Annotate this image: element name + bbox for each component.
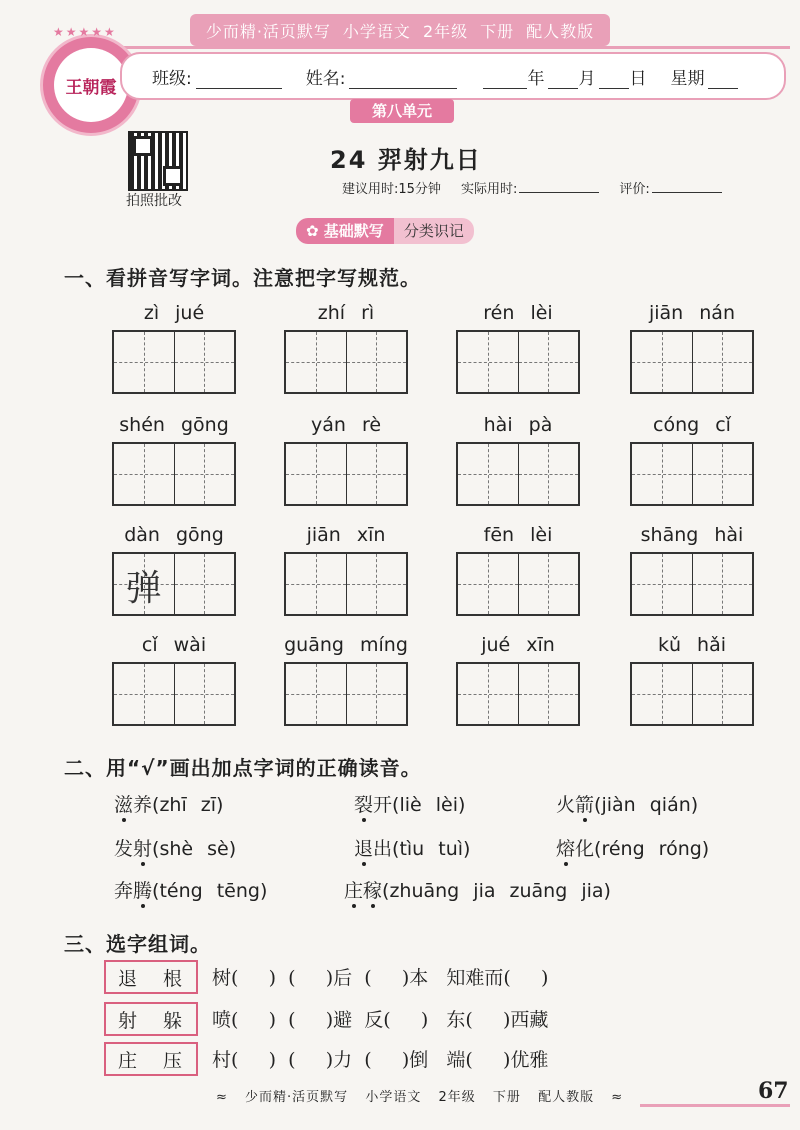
footer-accent-line xyxy=(640,1104,790,1107)
writing-grid xyxy=(456,330,580,394)
choice-char: 躲 xyxy=(162,1009,184,1032)
writing-box[interactable] xyxy=(286,664,347,724)
word-char: 裂 xyxy=(354,794,374,816)
header-divider xyxy=(110,46,790,49)
reading-item xyxy=(114,834,236,861)
word-char: 化 xyxy=(575,838,595,860)
pinyin-item xyxy=(456,414,580,506)
pinyin-item xyxy=(456,634,580,726)
writing-box[interactable] xyxy=(632,664,693,724)
pinyin-options[interactable]: (tìu tuì) xyxy=(392,838,471,860)
writing-grid xyxy=(112,330,236,394)
word-char: 庄 xyxy=(344,880,364,902)
rating-field[interactable] xyxy=(652,178,722,193)
pinyin-text: guāng míng xyxy=(284,634,408,656)
pinyin-text: fēn lèi xyxy=(483,524,553,546)
choice-char: 退 xyxy=(117,967,139,990)
char-choice-box xyxy=(104,1002,198,1036)
writing-box[interactable] xyxy=(347,554,407,614)
series-band xyxy=(190,14,610,46)
suggested-time: 建议用时:15分钟 xyxy=(342,182,441,197)
writing-box[interactable] xyxy=(693,444,753,504)
writing-grid xyxy=(284,552,408,616)
pinyin-text: shāng hài xyxy=(640,524,744,546)
writing-box[interactable] xyxy=(347,332,407,392)
writing-grid xyxy=(456,662,580,726)
pinyin-item xyxy=(284,524,408,616)
pinyin-item xyxy=(284,634,408,726)
logo-text: 王朝霞 xyxy=(54,48,128,122)
pinyin-options[interactable]: (zhuāng jia zuāng jia) xyxy=(382,880,611,902)
unit-tag: 第八单元 xyxy=(350,99,454,123)
word-char: 火 xyxy=(556,794,576,816)
pinyin-item xyxy=(284,414,408,506)
word-char: 熔 xyxy=(556,838,576,860)
writing-grid xyxy=(112,552,236,616)
year-field[interactable] xyxy=(483,70,527,89)
writing-box[interactable] xyxy=(175,332,235,392)
weekday-label: 星期 xyxy=(670,68,705,89)
word-char: 发 xyxy=(114,838,134,860)
word-char: 养 xyxy=(133,794,153,816)
pinyin-text: yán rè xyxy=(310,414,382,436)
writing-box[interactable] xyxy=(175,554,235,614)
day-label: 日 xyxy=(629,68,647,89)
day-field[interactable] xyxy=(599,70,629,89)
footer-wave-icon: ≈ xyxy=(216,1090,228,1105)
pinyin-text: cǐ wài xyxy=(141,634,207,656)
writing-box[interactable] xyxy=(286,554,347,614)
writing-box[interactable] xyxy=(114,332,175,392)
written-char: 弹 xyxy=(125,568,162,609)
page-number: 67 xyxy=(758,1078,789,1104)
logo-stars-icon: ★★★★★ xyxy=(53,25,117,39)
name-field[interactable] xyxy=(349,70,457,89)
word-char: 稼 xyxy=(363,880,383,902)
footer xyxy=(210,1086,629,1105)
reading-item xyxy=(354,834,470,861)
series-grade: 2年级 xyxy=(422,21,469,41)
writing-box[interactable] xyxy=(632,332,693,392)
writing-box[interactable] xyxy=(458,664,519,724)
writing-box[interactable] xyxy=(286,444,347,504)
pinyin-text: jué xīn xyxy=(481,634,555,656)
writing-box[interactable] xyxy=(519,664,579,724)
writing-grid xyxy=(112,442,236,506)
series-edition: 配人教版 xyxy=(526,21,595,41)
pinyin-item xyxy=(112,524,236,616)
writing-box[interactable] xyxy=(347,664,407,724)
pinyin-options[interactable]: (réng róng) xyxy=(594,838,710,860)
writing-box[interactable] xyxy=(519,332,579,392)
pinyin-item xyxy=(630,634,754,726)
writing-grid xyxy=(456,552,580,616)
reading-item xyxy=(556,834,709,861)
writing-grid xyxy=(630,662,754,726)
pinyin-item xyxy=(456,302,580,394)
series-volume: 下册 xyxy=(480,21,515,41)
footer-volume: 下册 xyxy=(492,1090,521,1105)
word-char: 腾 xyxy=(133,880,153,902)
word-char: 奔 xyxy=(114,880,134,902)
class-label: 班级: xyxy=(152,68,192,89)
class-field[interactable] xyxy=(196,70,282,89)
pinyin-text: shén gōng xyxy=(119,414,229,436)
pinyin-item xyxy=(630,524,754,616)
writing-box[interactable] xyxy=(347,444,407,504)
rating-label: 评价: xyxy=(619,182,650,197)
pinyin-item xyxy=(112,634,236,726)
actual-time-field[interactable] xyxy=(519,178,599,193)
student-info-box xyxy=(120,52,786,100)
q3-title: 三、选字组词。 xyxy=(64,932,211,956)
word-char: 滋 xyxy=(114,794,134,816)
pinyin-text: zì jué xyxy=(143,302,205,324)
writing-box[interactable] xyxy=(458,332,519,392)
q2-title: 二、用“√”画出加点字词的正确读音。 xyxy=(64,756,422,780)
reading-item xyxy=(114,876,267,903)
section-tag xyxy=(296,218,474,244)
reading-item xyxy=(556,790,698,817)
actual-time-label: 实际用时: xyxy=(460,182,518,197)
pinyin-text: cóng cǐ xyxy=(653,414,731,436)
pinyin-text: zhí rì xyxy=(317,302,375,324)
pinyin-text: rén lèi xyxy=(483,302,553,324)
writing-grid xyxy=(630,552,754,616)
pinyin-options[interactable]: (liè lèi) xyxy=(392,794,466,816)
writing-grid xyxy=(456,442,580,506)
writing-grid xyxy=(630,330,754,394)
footer-grade: 2年级 xyxy=(438,1090,476,1105)
month-label: 月 xyxy=(578,68,596,89)
pinyin-item xyxy=(456,524,580,616)
section-tag-sub: 分类识记 xyxy=(394,218,474,244)
word-char: 开 xyxy=(373,794,393,816)
writing-box[interactable] xyxy=(458,444,519,504)
writing-box[interactable] xyxy=(458,554,519,614)
writing-grid xyxy=(630,442,754,506)
pinyin-item xyxy=(630,414,754,506)
writing-box[interactable] xyxy=(632,444,693,504)
writing-grid xyxy=(284,442,408,506)
pinyin-options[interactable]: (téng tēng) xyxy=(152,880,268,902)
writing-box[interactable] xyxy=(114,664,175,724)
choice-char: 射 xyxy=(117,1009,139,1032)
writing-box[interactable] xyxy=(286,332,347,392)
pinyin-text: jiān xīn xyxy=(306,524,386,546)
reading-item xyxy=(344,876,611,903)
footer-subject: 小学语文 xyxy=(365,1090,422,1105)
writing-box[interactable] xyxy=(519,554,579,614)
word-char: 射 xyxy=(133,838,153,860)
writing-box[interactable] xyxy=(175,444,235,504)
footer-series: 少而精·活页默写 xyxy=(245,1090,349,1105)
series-subject: 小学语文 xyxy=(342,21,411,41)
writing-box[interactable] xyxy=(632,554,693,614)
pinyin-text: jiān nán xyxy=(648,302,735,324)
choice-char: 压 xyxy=(162,1049,184,1072)
year-label: 年 xyxy=(527,68,545,89)
pinyin-item xyxy=(112,302,236,394)
weekday-field[interactable] xyxy=(708,70,738,89)
reading-item xyxy=(114,790,223,817)
pinyin-text: hài pà xyxy=(483,414,553,436)
word-char: 退 xyxy=(354,838,374,860)
q1-title: 一、看拼音写字词。注意把字写规范。 xyxy=(64,266,421,290)
writing-box[interactable] xyxy=(693,664,753,724)
pinyin-item xyxy=(112,414,236,506)
word-char: 出 xyxy=(373,838,393,860)
writing-grid xyxy=(112,662,236,726)
fill-in-line[interactable]: 树( ) ( )后 ( )本 知难而( ) xyxy=(212,967,549,989)
pinyin-options[interactable]: (jiàn qián) xyxy=(594,794,699,816)
choice-char: 庄 xyxy=(117,1049,139,1072)
lesson-title: 24 羿射九日 xyxy=(330,146,482,174)
pinyin-text: kǔ hǎi xyxy=(657,634,727,656)
month-field[interactable] xyxy=(548,70,578,89)
writing-box[interactable] xyxy=(519,444,579,504)
writing-grid xyxy=(284,662,408,726)
footer-edition: 配人教版 xyxy=(538,1090,595,1105)
qr-code-icon[interactable] xyxy=(128,131,188,191)
writing-box[interactable] xyxy=(693,554,753,614)
reading-item xyxy=(354,790,465,817)
series-title: 少而精·活页默写 xyxy=(205,21,331,41)
pinyin-item xyxy=(284,302,408,394)
pinyin-options[interactable]: (shè sè) xyxy=(152,838,237,860)
word-char: 箭 xyxy=(575,794,595,816)
name-label: 姓名: xyxy=(305,68,346,89)
fill-in-line[interactable]: 村( ) ( )力 ( )倒 端( )优雅 xyxy=(212,1049,549,1071)
qr-label: 拍照批改 xyxy=(126,193,182,209)
char-choice-box xyxy=(104,960,198,994)
pinyin-options[interactable]: (zhī zī) xyxy=(152,794,224,816)
writing-box[interactable] xyxy=(693,332,753,392)
timing-row xyxy=(342,178,722,197)
section-tag-main: ✿ 基础默写 xyxy=(296,218,394,244)
pinyin-item xyxy=(630,302,754,394)
pinyin-text: dàn gōng xyxy=(124,524,224,546)
footer-wave-icon: ≈ xyxy=(611,1090,624,1105)
char-choice-box xyxy=(104,1042,198,1076)
choice-char: 根 xyxy=(162,967,184,990)
writing-grid xyxy=(284,330,408,394)
writing-box[interactable] xyxy=(114,554,175,614)
fill-in-line[interactable]: 喷( ) ( )避 反( ) 东( )西藏 xyxy=(212,1009,549,1031)
writing-box[interactable] xyxy=(114,444,175,504)
writing-box[interactable] xyxy=(175,664,235,724)
